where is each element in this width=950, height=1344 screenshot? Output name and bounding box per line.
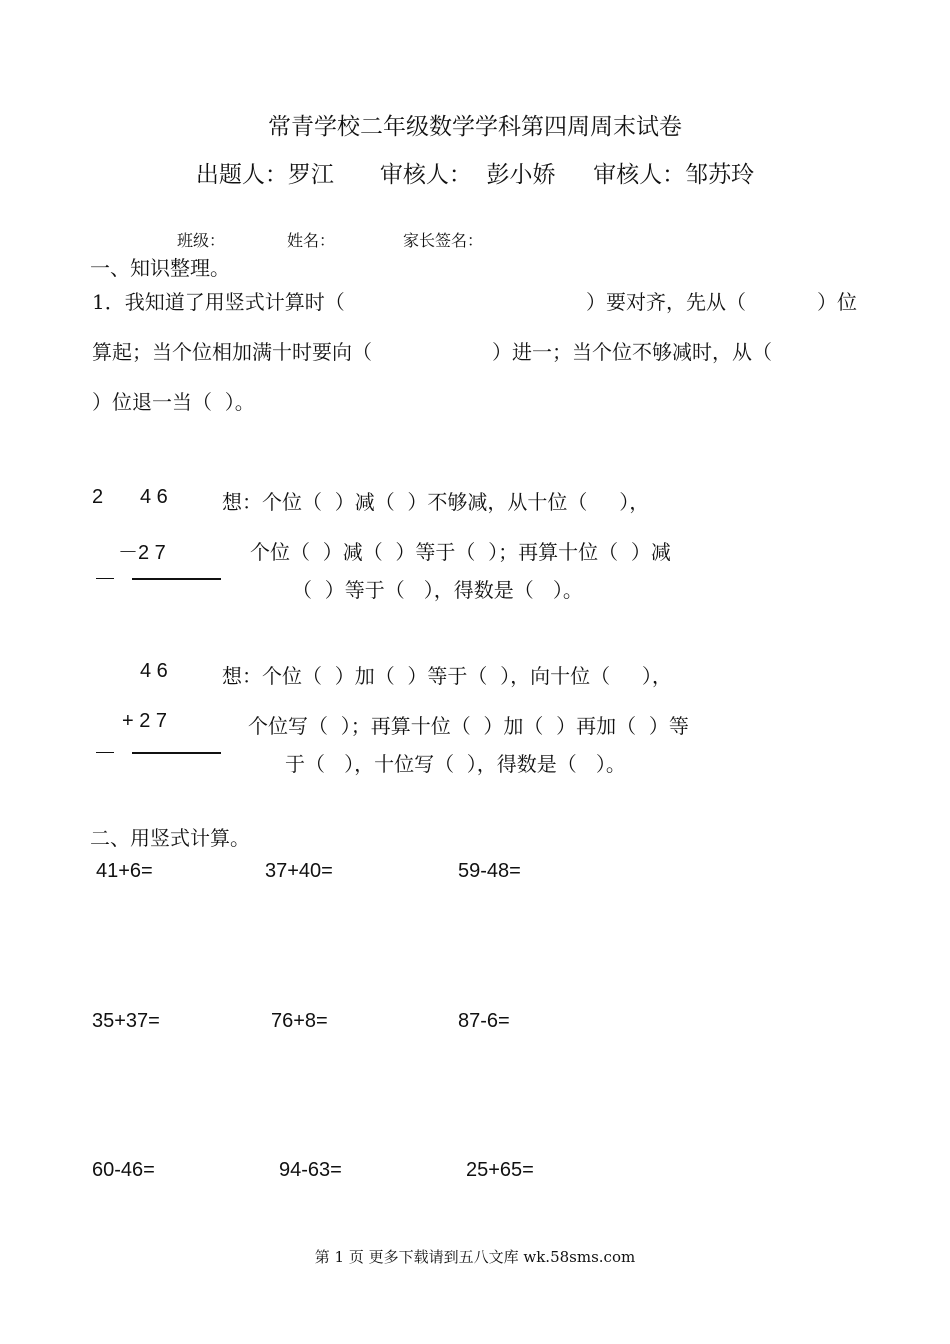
q3-think-line1: 想：个位（ ）加（ ）等于（ ），向十位（ ）， — [222, 664, 672, 688]
q2-think-line1: 想：个位（ ）减（ ）不够减，从十位（ ）， — [222, 490, 650, 514]
section1-heading: 一、知识整理。 — [90, 256, 230, 280]
problem-r1c2: 37+40= — [265, 860, 333, 882]
q1-line1-c: ）位 — [817, 290, 857, 314]
q3-result-line — [132, 752, 221, 754]
problem-r2c3: 87-6= — [458, 1010, 510, 1032]
q1-line1-b: ）要对齐，先从（ — [586, 290, 746, 314]
q2-operator-line: －2 7 — [118, 542, 166, 564]
q1-line2-a: 算起；当个位相加满十时要向（ — [92, 340, 372, 364]
problem-r3c2: 94-63= — [279, 1159, 342, 1181]
problem-r3c1: 60-46= — [92, 1159, 155, 1181]
problem-r2c2: 76+8= — [271, 1010, 328, 1032]
q3-think-line2: 个位写（ ）；再算十位（ ）加（ ）再加（ ）等 — [248, 714, 689, 738]
page-title: 常青学校二年级数学学科第四周周末试卷 — [268, 114, 682, 140]
q2-result-line — [132, 578, 221, 580]
q1-line3: ）位退一当（ ）。 — [92, 390, 255, 414]
class-label: 班级： — [177, 231, 226, 250]
parent-signature-label: 家长签名： — [403, 231, 484, 250]
authors-line: 出题人：罗江 审核人： 彭小娇 审核人：邹苏玲 — [195, 162, 755, 188]
problem-r1c3: 59-48= — [458, 860, 521, 882]
q2-think-line2: 个位（ ）减（ ）等于（ ）；再算十位（ ）减 — [250, 540, 671, 564]
q2-number: 2 — [92, 486, 104, 508]
problem-r2c1: 35+37= — [92, 1010, 160, 1032]
q3-think-line3: 于（ ），十位写（ ），得数是（ ）。 — [285, 752, 626, 776]
q3-top-operand: 4 6 — [140, 660, 168, 682]
page-footer: 第 1 页 更多下载请到五八文库 wk.58sms.com — [314, 1248, 636, 1266]
q3-short-dash — [96, 752, 114, 753]
q2-top-operand: 4 6 — [140, 486, 168, 508]
q2-think-line3: （ ）等于（ ），得数是（ ）。 — [292, 578, 583, 602]
problem-r3c3: 25+65= — [466, 1159, 534, 1181]
q1-line1-a: 1．我知道了用竖式计算时（ — [92, 290, 345, 314]
problem-r1c1: 41+6= — [96, 860, 153, 882]
section2-heading: 二、用竖式计算。 — [90, 826, 250, 850]
q3-operator-line: + 2 7 — [122, 710, 168, 732]
q1-line2-b: ）进一；当个位不够减时，从（ — [492, 340, 772, 364]
name-label: 姓名： — [287, 231, 336, 250]
q2-short-dash — [96, 578, 114, 579]
